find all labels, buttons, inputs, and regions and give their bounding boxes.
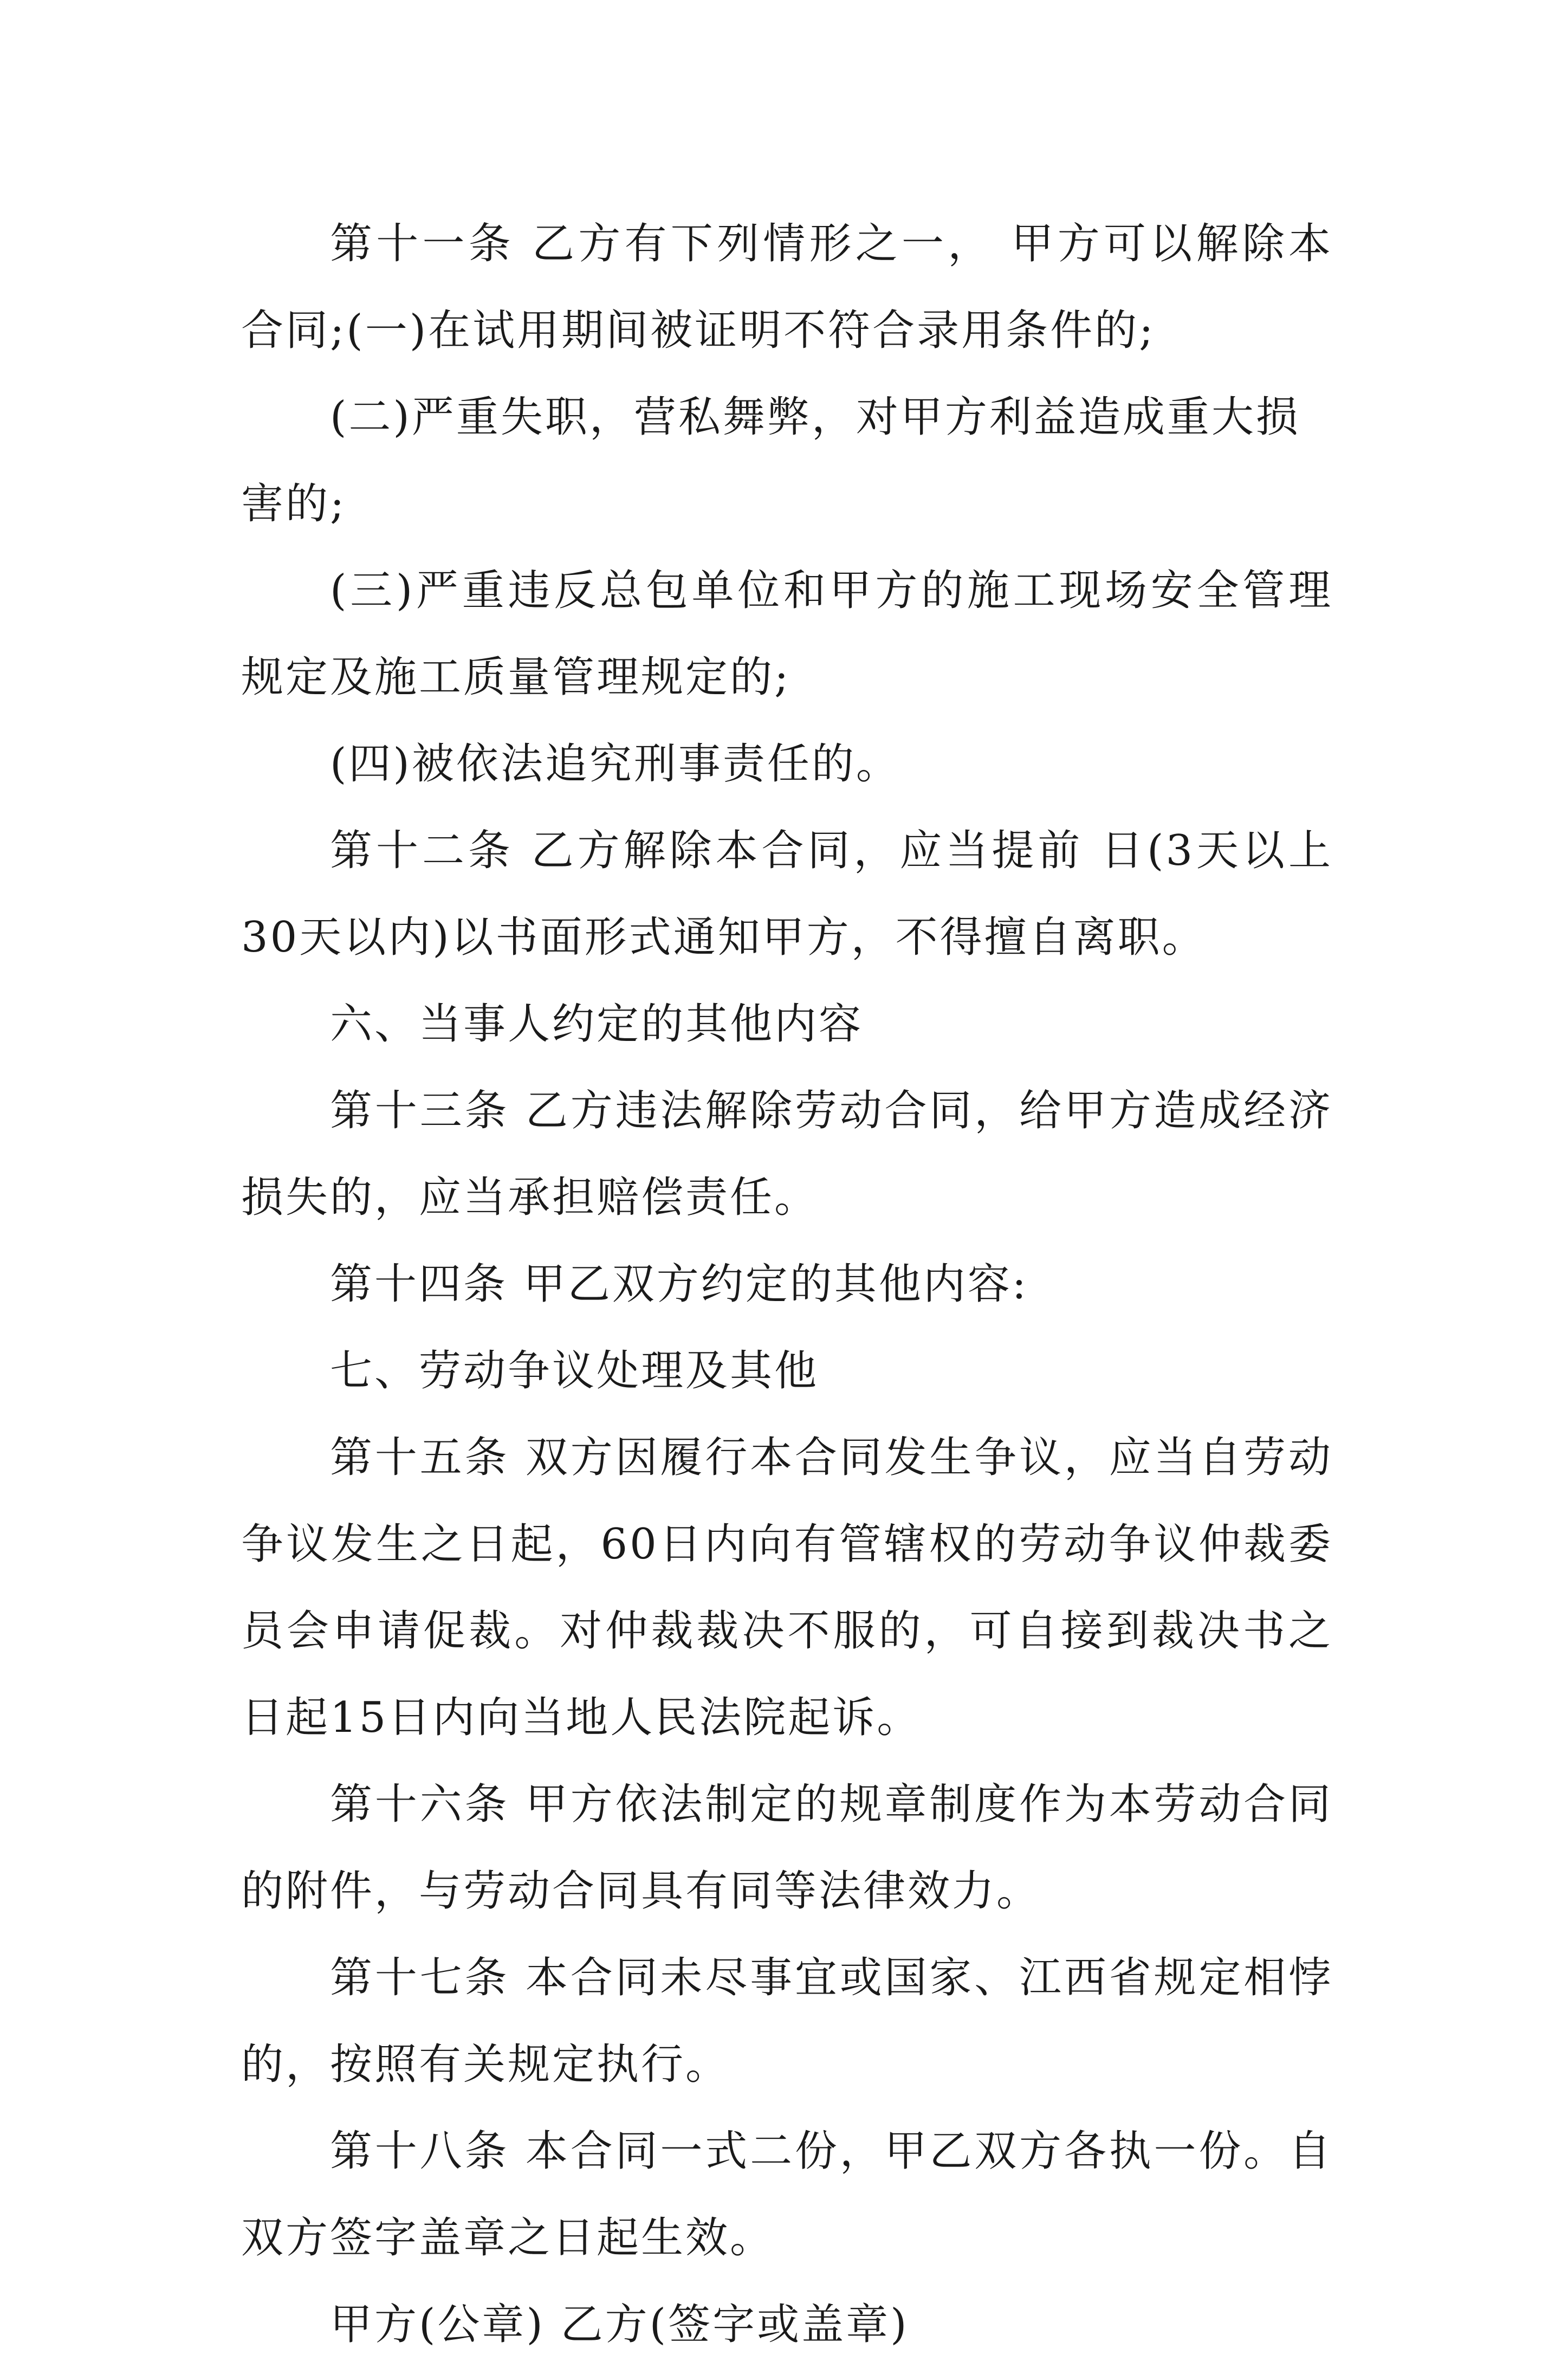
paragraph-article-15: 第十五条 双方因履行本合同发生争议，应当自劳动争议发生之日起，60日内向有管辖权的劳动争议仲裁委员会申请促裁。对仲裁裁决不服的，可自接到裁决书之日起15日内向当地人民法院起诉。: [241, 1433, 1333, 1742]
section-heading-6: 六、当事人约定的其他内容: [330, 1000, 864, 1049]
paragraph-article-16: 第十六条 甲方依法制定的规章制度作为本劳动合同的附件，与劳动合同具有同等法律效力。: [241, 1780, 1333, 1916]
signature-line: 甲方(公章) 乙方(签字或盖章): [330, 2300, 909, 2349]
paragraph-article-17: 第十七条 本合同未尽事宜或国家、江西省规定相悖的，按照有关规定执行。: [241, 1953, 1333, 2089]
paragraph-article-14: 第十四条 甲乙双方约定的其他内容:: [330, 1260, 1029, 1309]
contract-body: [241, 200, 1333, 2368]
paragraph-article-18: 第十八条 本合同一式二份，甲乙双方各执一份。自双方签字盖章之日起生效。: [241, 2127, 1333, 2262]
paragraph-item-2: (二)严重失职，营私舞弊，对甲方利益造成重大损害的;: [241, 393, 1300, 528]
paragraph-article-11: 第十一条 乙方有下列情形之一， 甲方可以解除本合同;(一)在试用期间被证明不符合录用条件的;: [241, 219, 1333, 355]
paragraph-article-12: 第十二条 乙方解除本合同，应当提前 日(3天以上30天以内)以书面形式通知甲方，不得擅自离职。: [241, 826, 1333, 962]
paragraph-item-3: (三)严重违反总包单位和甲方的施工现场安全管理规定及施工质量管理规定的;: [241, 566, 1333, 702]
paragraph-item-4: (四)被依法追究刑事责任的。: [330, 740, 900, 788]
section-heading-7: 七、劳动争议处理及其他: [330, 1347, 819, 1395]
paragraph-article-13: 第十三条 乙方违法解除劳动合同，给甲方造成经济损失的，应当承担赔偿责任。: [241, 1086, 1333, 1222]
